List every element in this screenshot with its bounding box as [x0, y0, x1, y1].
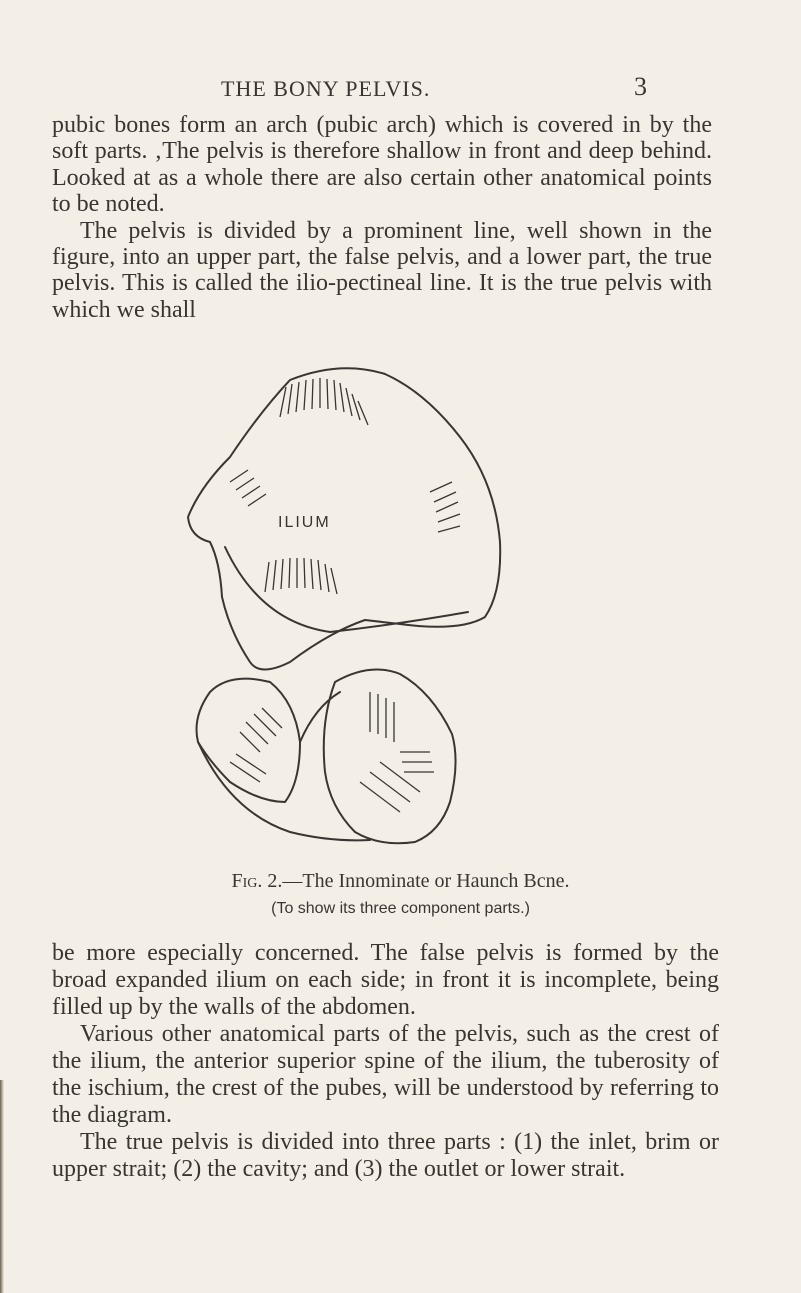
ilium-outline	[188, 368, 500, 669]
figure-title: —The Innominate or Haunch Bcne.	[282, 870, 570, 892]
ilium-label: ILIUM	[278, 514, 331, 531]
page-number: 3	[634, 72, 647, 101]
paragraph: be more especially concerned. The false pelvis is formed by the broad expanded ilium on each side; in front it is incomplete, being filled up by the walls of the abdomen.	[52, 940, 719, 1020]
figure-number: Fig. 2.	[231, 870, 283, 892]
obturator-foramen	[300, 692, 340, 742]
innominate-bone-illustration	[170, 362, 515, 870]
paragraph: pubic bones form an arch (pubic arch) which is covered in by the soft parts. ‚The pelvis is therefore shallow in front and deep behind. Looked at as a whole there are also certain other anatomical points to be noted.	[52, 112, 712, 218]
body-text-top	[52, 112, 712, 323]
paragraph: Various other anatomical parts of the pelvis, such as the crest of the ilium, the anterior superior spine of the ilium, the tuberosity of the ischium, the crest of the pubes, will be understood by referring to the diagram.	[52, 1021, 719, 1128]
lower-pubis	[198, 742, 370, 840]
figure-subcaption: (To show its three component parts.)	[271, 900, 530, 917]
paragraph: The true pelvis is divided into three parts : (1) the inlet, brim or upper strait; (2) the cavity; and (3) the outlet or lower strait.	[52, 1129, 719, 1182]
pubis-outline	[324, 670, 456, 844]
running-head: THE BONY PELVIS.	[221, 76, 431, 101]
paragraph: The pelvis is divided by a prominent line, well shown in the figure, into an upper part, the false pelvis, and a lower part, the true pelvis. This is called the ilio-pectineal line. It is the true pelvis with which we shall	[52, 217, 712, 323]
body-text-bottom	[52, 940, 719, 1183]
ilio-pectineal-line	[225, 547, 468, 632]
figure-caption	[0, 870, 801, 893]
page-edge-stain	[0, 1080, 4, 1293]
